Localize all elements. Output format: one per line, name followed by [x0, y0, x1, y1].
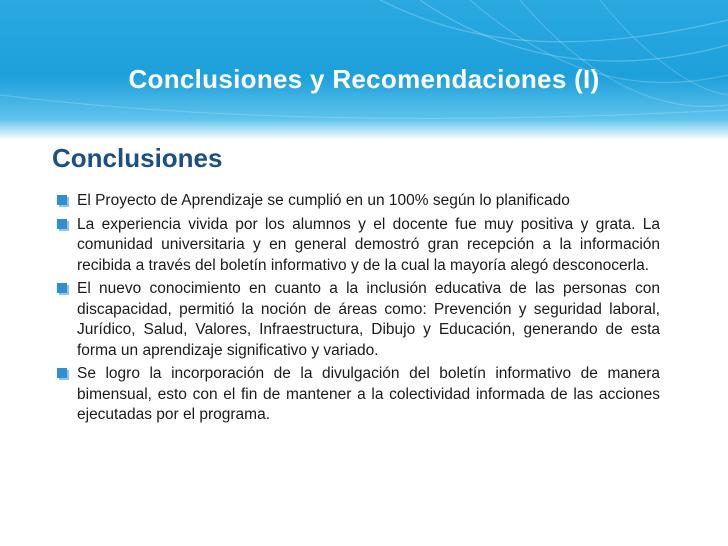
square-bullet-icon [57, 283, 67, 293]
list-item [56, 364, 660, 426]
bullet-list [56, 191, 660, 429]
list-item [56, 215, 660, 277]
bullet-text: La experiencia vivida por los alumnos y el docente fue muy positiva y grata. La comunidad universitaria y en general demostró gran recepción a la información recibida a través del boletín informativo y de la cual la mayoría alegó desconocerla. [77, 215, 660, 274]
square-bullet-icon [57, 195, 67, 205]
list-item [56, 191, 660, 212]
bullet-text: El nuevo conocimiento en cuanto a la inclusión educativa de las personas con discapacidad, permitió la noción de áreas como: Prevención y seguridad laboral, Jurídico, Salud, Valores, Infraestructura, Dibujo y Educación, generando de esta forma un aprendizaje significativo y variado. [77, 280, 660, 359]
slide-title: Conclusiones y Recomendaciones (I) [128, 64, 600, 94]
list-item [56, 279, 660, 361]
section-heading: Conclusiones [52, 143, 223, 173]
square-bullet-icon [57, 219, 67, 229]
title-banner [0, 0, 728, 140]
bullet-text: El Proyecto de Aprendizaje se cumplió en un 100% según lo planificado [77, 192, 570, 209]
bullet-text: Se logro la incorporación de la divulgación del boletín informativo de manera bimensual, esto con el fin de mantener a la colectividad informada de las acciones ejecutadas por el programa. [77, 365, 660, 423]
square-bullet-icon [57, 368, 67, 378]
